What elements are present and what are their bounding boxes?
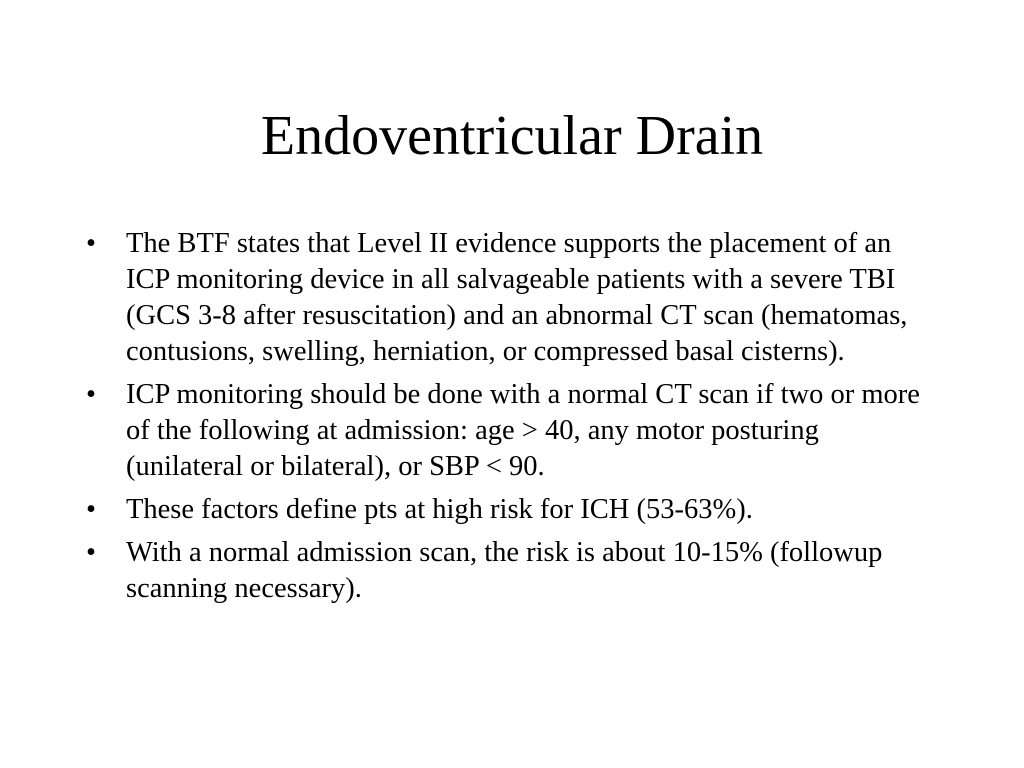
slide-title: Endoventricular Drain — [260, 105, 764, 167]
bullet-item — [78, 535, 938, 607]
bullet-dot-icon: • — [86, 228, 96, 259]
bullet-text: The BTF states that Level II evidence supports the placement of an ICP monitoring device in all salvageable patients with a severe TBI (GCS 3-8 after resuscitation) and an abnormal CT scan (hematomas, contusions, swelling, herniation, or compressed basal cisterns). — [126, 228, 908, 367]
bullet-text: With a normal admission scan, the risk is about 10-15% (followup scanning necessary). — [126, 537, 883, 604]
bullet-text: ICP monitoring should be done with a normal CT scan if two or more of the following at admission: age > 40, any motor posturing (unilateral or bilateral), or SBP < 90. — [126, 379, 920, 482]
bullet-dot-icon: • — [86, 537, 96, 568]
bullet-dot-icon: • — [86, 494, 96, 525]
bullet-item — [78, 377, 938, 485]
bullet-dot-icon: • — [86, 379, 96, 410]
bullet-item — [78, 226, 938, 370]
bullet-item — [78, 492, 938, 528]
bullet-list — [78, 226, 938, 614]
bullet-text: These factors define pts at high risk for ICH (53-63%). — [126, 494, 753, 525]
